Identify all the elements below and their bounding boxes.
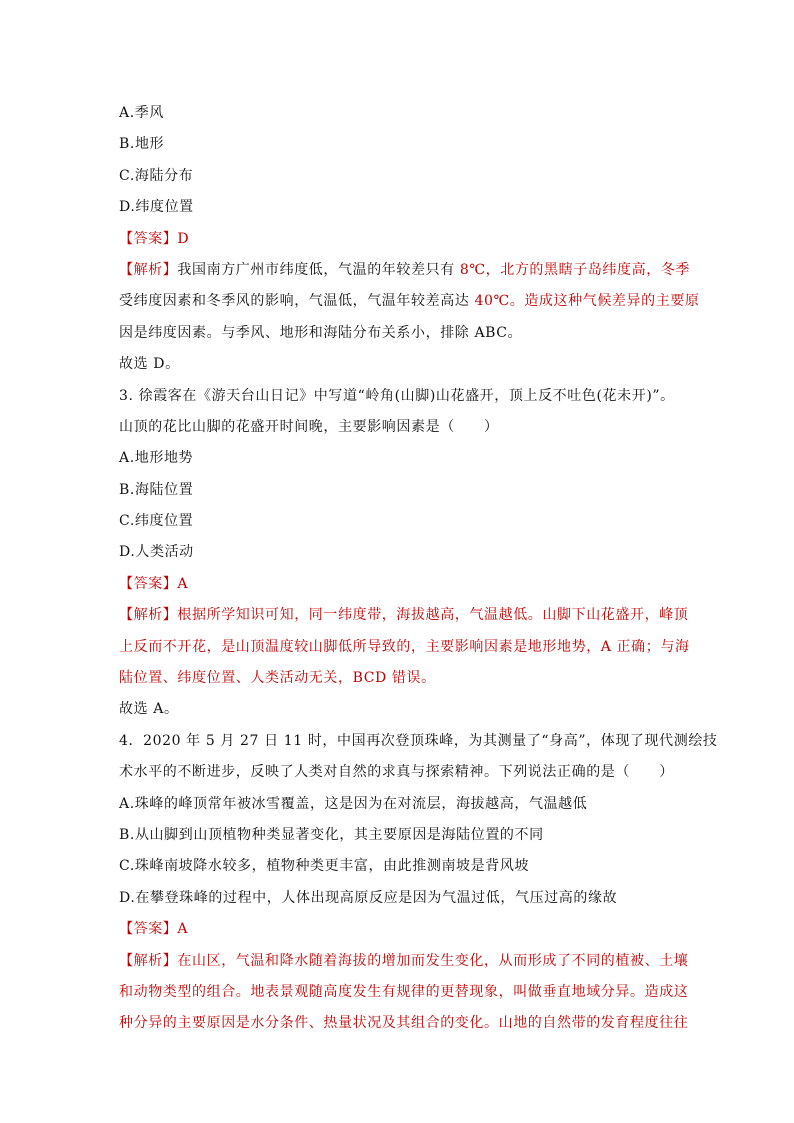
q4-analysis-line-1 [119, 946, 689, 977]
analysis-text: 在山区，气温和降水随着海拔的增加而发生变化，从而形成了不同的植被、土壤 [177, 952, 689, 969]
q2-option-d: D.纬度位置 [119, 199, 194, 216]
analysis-text: 我国南方广州市纬度低，气温的年较差只有 [177, 261, 455, 278]
q4-option-d: D.在攀登珠峰的过程中，人体出现高原反应是因为气温过低，气压过高的缘故 [119, 889, 618, 906]
q3-analysis-line-2: 上反而不开花，是山顶温度较山脚低所导致的，主要影响因素是地形地势，A 正确；与海 [119, 638, 690, 655]
q3-stem-line-2: 山顶的花比山脚的花盛开时间晚，主要影响因素是（ ） [119, 418, 499, 435]
analysis-text: 受纬度因素和冬季风的影响，气温低，气温年较差高达 [119, 293, 470, 310]
q2-analysis-line-3 [119, 318, 679, 349]
answer-value: D [177, 230, 190, 247]
q4-analysis-line-3: 种分异的主要原因是水分条件、热量状况及其组合的变化。山地的自然带的发育程度往往 [119, 1015, 689, 1032]
q4-option-a: A.珠峰的峰顶常年被冰雪覆盖，这是因为在对流层，海拔越高，气温越低 [119, 795, 588, 812]
analysis-label: 【解析】 [119, 952, 178, 969]
q3-option-c: C.纬度位置 [119, 513, 194, 530]
q4-stem-line-2: 术水平的不断进步，反映了人类对自然的求真与探索精神。下列说法正确的是（ ） [119, 764, 674, 781]
q3-conclusion: 故选 A。 [119, 701, 179, 718]
analysis-label: 【解析】 [119, 607, 178, 624]
q3-option-a: A.地形地势 [119, 450, 194, 467]
analysis-text-red: 8℃，北方的黑瞎子岛纬度高，冬季 [454, 261, 691, 278]
answer-value: A [177, 575, 189, 592]
analysis-label: 【解析】 [119, 261, 178, 278]
q2-analysis-line-2 [119, 286, 700, 317]
q2-option-a: A.季风 [119, 105, 164, 121]
q4-option-b: B.从山脚到山顶植物种类显著变化，其主要原因是海陆位置的不同 [119, 826, 544, 843]
document-page [119, 98, 718, 1040]
answer-label: 【答案】 [119, 230, 178, 247]
analysis-text: 因是纬度因素。与季风、地形和海陆分布关系小，排除 ABC。 [119, 324, 523, 341]
answer-label: 【答案】 [119, 921, 178, 938]
q3-option-b: B.海陆位置 [119, 481, 194, 498]
q3-stem-line-1: 3. 徐霞客在《游天台山日记》中写道“岭角(山脚)山花盛开，顶上反不吐色(花未开)”。 [119, 387, 675, 404]
q3-analysis-line-3: 陆位置、纬度位置、人类活动无关，BCD 错误。 [119, 670, 436, 687]
q3-answer [119, 569, 679, 600]
q2-conclusion: 故选 D。 [119, 356, 180, 373]
q2-answer [119, 224, 679, 255]
q3-analysis-line-1 [119, 600, 689, 631]
analysis-text: 根据所学知识可知，同一纬度带，海拔越高，气温越低。山脚下山花盛开，峰顶 [177, 607, 689, 624]
q3-option-d: D.人类活动 [119, 544, 194, 561]
q2-option-c: C.海陆分布 [119, 167, 194, 184]
q4-analysis-line-2: 和动物类型的组合。地表景观随高度发生有规律的更替现象，叫做垂直地域分异。造成这 [119, 983, 689, 1000]
q2-option-b: B.地形 [119, 136, 165, 153]
q2-analysis-line-1 [119, 255, 691, 286]
q4-option-c: C.珠峰南坡降水较多，植物种类更丰富，由此推测南坡是背风坡 [119, 858, 530, 875]
q4-answer [119, 914, 679, 945]
answer-value: A [177, 921, 189, 938]
q4-stem-line-1: 4．2020 年 5 月 27 日 11 时，中国再次登顶珠峰，为其测量了“身高”，体现了现代测绘技 [119, 732, 718, 749]
analysis-text-red: 40℃。造成这种气候差异的主要原 [469, 293, 700, 310]
answer-label: 【答案】 [119, 575, 178, 592]
